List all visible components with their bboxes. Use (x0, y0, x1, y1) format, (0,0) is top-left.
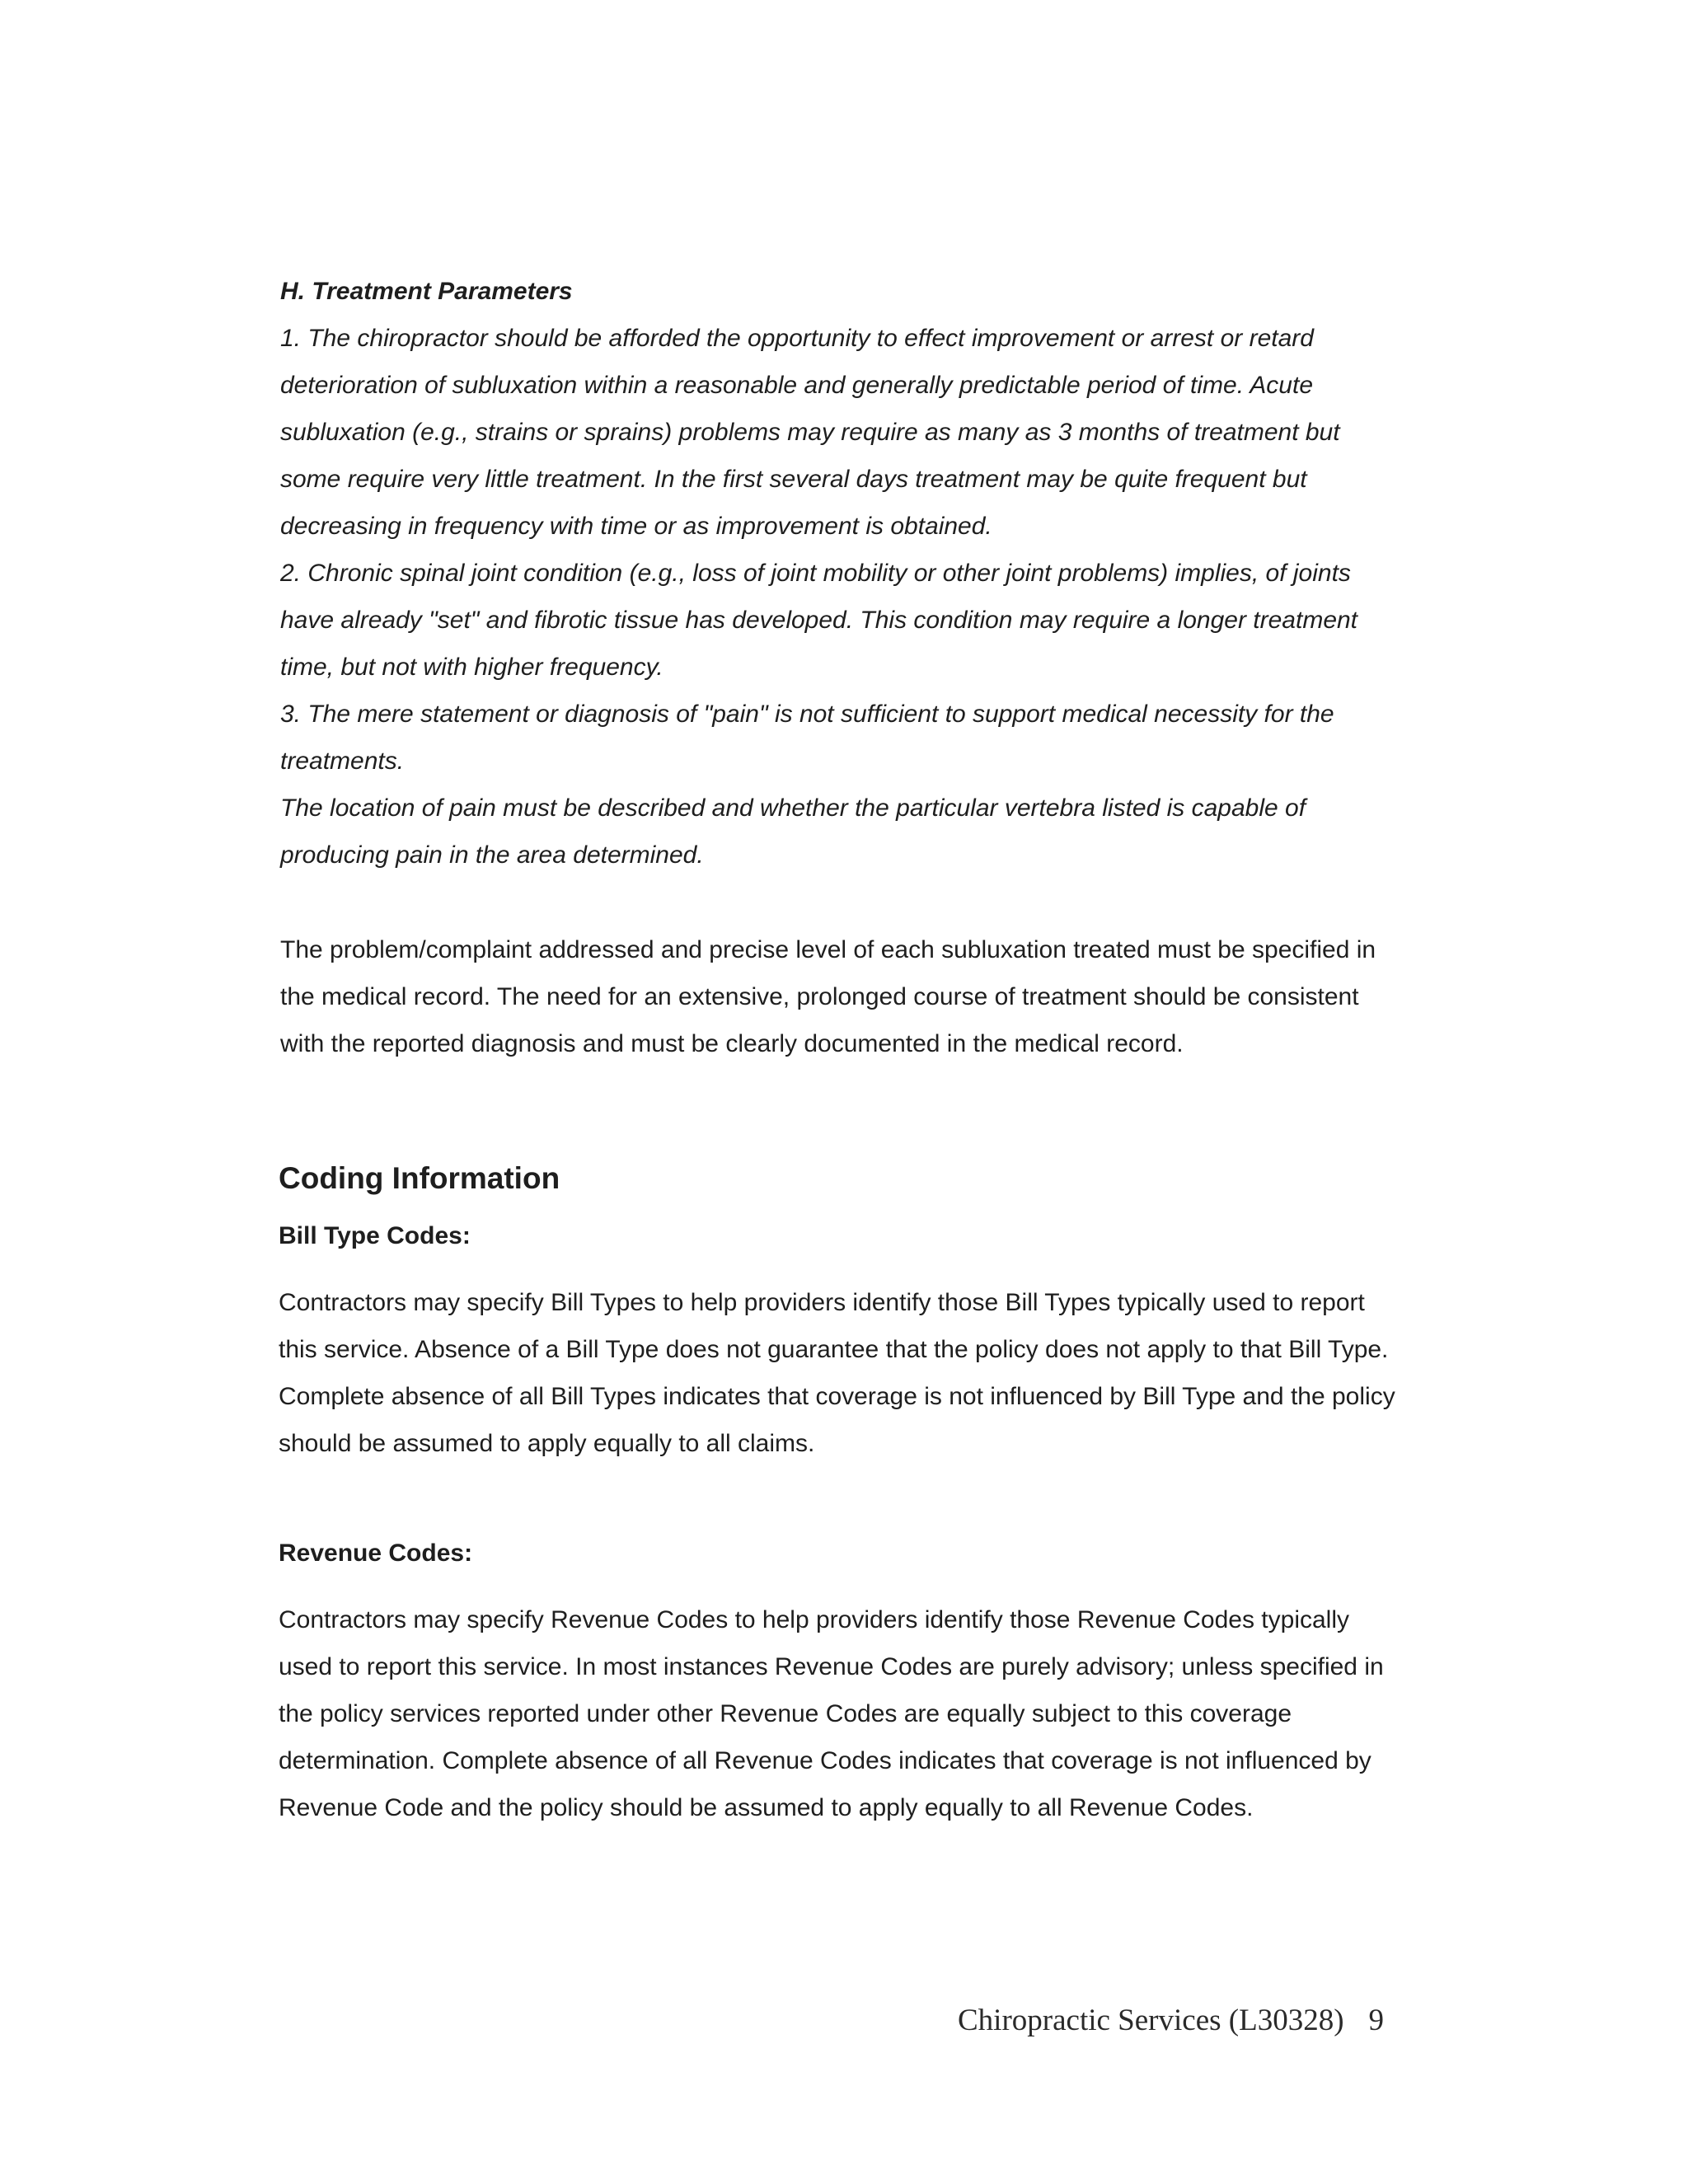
page-footer (958, 2000, 1384, 2041)
treatment-parameters-line: 1. The chiropractor should be afforded the opportunity to effect improvement or arrest or retard (280, 325, 1314, 352)
paragraph-line: with the reported diagnosis and must be clearly documented in the medical record. (280, 1030, 1184, 1057)
footer-document-title: Chiropractic Services (L30328) (958, 2004, 1344, 2037)
treatment-parameters-section (280, 268, 1418, 879)
problem-complaint-paragraph (280, 926, 1418, 1067)
paragraph-line: should be assumed to apply equally to all claims. (279, 1430, 815, 1457)
paragraph-line: Complete absence of all Bill Types indicates that coverage is not influenced by Bill Type and the policy (279, 1383, 1395, 1410)
paragraph-line: Revenue Code and the policy should be assumed to apply equally to all Revenue Codes. (279, 1794, 1254, 1821)
treatment-parameters-line: producing pain in the area determined. (280, 841, 704, 869)
treatment-parameters-line: deterioration of subluxation within a reasonable and generally predictable period of time. Acute (280, 372, 1313, 399)
treatment-parameters-line: treatments. (280, 748, 405, 775)
paragraph-line: the medical record. The need for an extensive, prolonged course of treatment should be consistent (280, 983, 1359, 1010)
treatment-parameters-heading: H. Treatment Parameters (280, 278, 573, 305)
paragraph-line: Contractors may specify Bill Types to help providers identify those Bill Types typically used to report (279, 1289, 1365, 1316)
treatment-parameters-line: subluxation (e.g., strains or sprains) problems may require as many as 3 months of treatment but (280, 419, 1340, 446)
treatment-parameters-line: time, but not with higher frequency. (280, 654, 663, 681)
revenue-codes-paragraph (279, 1596, 1416, 1831)
bill-type-codes-heading: Bill Type Codes: (279, 1222, 471, 1249)
treatment-parameters-line: 2. Chronic spinal joint condition (e.g., loss of joint mobility or other joint problems) implies, of joints (280, 560, 1351, 587)
paragraph-line: used to report this service. In most instances Revenue Codes are purely advisory; unless specified in (279, 1653, 1384, 1680)
treatment-parameters-line: have already "set" and fibrotic tissue has developed. This condition may require a longer treatment (280, 607, 1358, 634)
revenue-codes-heading: Revenue Codes: (279, 1540, 473, 1567)
paragraph-line: determination. Complete absence of all Revenue Codes indicates that coverage is not influenced by (279, 1747, 1372, 1774)
treatment-parameters-line: decreasing in frequency with time or as improvement is obtained. (280, 513, 992, 540)
page-number: 9 (1368, 2004, 1385, 2037)
paragraph-line: Contractors may specify Revenue Codes to help providers identify those Revenue Codes typically (279, 1606, 1349, 1633)
treatment-parameters-line: The location of pain must be described and whether the particular vertebra listed is capable of (280, 794, 1306, 822)
paragraph-line: The problem/complaint addressed and precise level of each subluxation treated must be specified in (280, 936, 1376, 963)
paragraph-line: the policy services reported under other Revenue Codes are equally subject to this coverage (279, 1700, 1292, 1727)
treatment-parameters-line: some require very little treatment. In the first several days treatment may be quite frequent but (280, 466, 1307, 493)
coding-information-heading: Coding Information (279, 1161, 560, 1195)
paragraph-line: this service. Absence of a Bill Type does not guarantee that the policy does not apply to that Bill Type. (279, 1336, 1389, 1363)
bill-type-paragraph (279, 1279, 1416, 1467)
treatment-parameters-line: 3. The mere statement or diagnosis of "pain" is not sufficient to support medical necessity for the (280, 701, 1334, 728)
